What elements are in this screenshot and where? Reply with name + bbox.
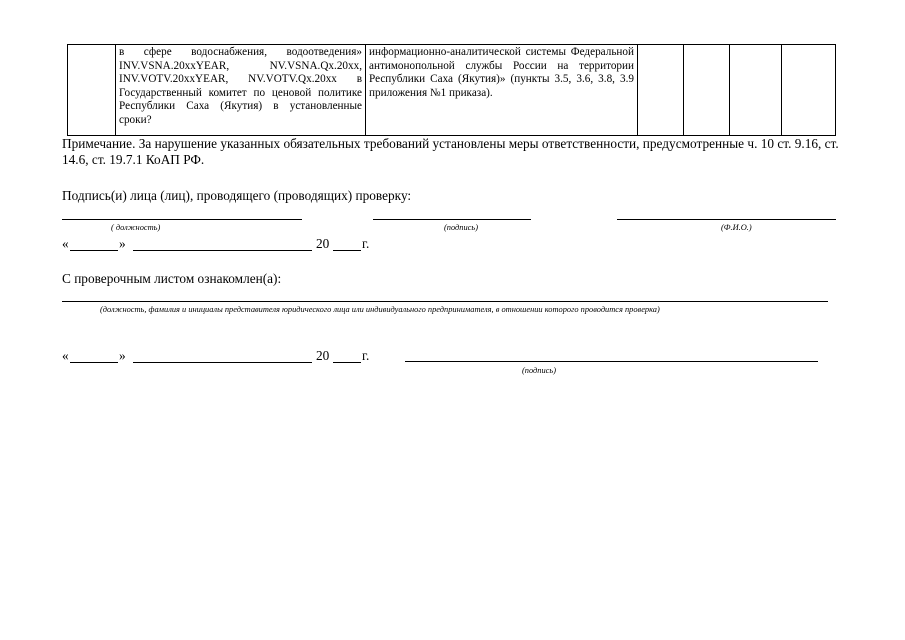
note-text: Примечание. За нарушение указанных обязательных требований установлены меры ответственности, предусмотренные ч. 10 ст. 9.16, ст. 14.6, ст. 19.7.1 КоАП РФ. xyxy=(62,136,839,167)
signature-heading: Подпись(и) лица (лиц), проводящего (проводящих) проверку: xyxy=(62,188,412,203)
date-year-suffix: г. xyxy=(362,236,370,251)
date-year-prefix: 20 xyxy=(316,236,330,251)
table-cell-na xyxy=(730,45,782,136)
caption-position: ( должность) xyxy=(111,223,161,232)
sign-line[interactable] xyxy=(373,219,531,220)
date-year-line[interactable] xyxy=(333,250,361,251)
acquaint-line[interactable] xyxy=(62,301,828,302)
acquaint-caption: (должность, фамилия и инициалы представителя юридического лица или индивидуального предпринимателя, в отношении которого проводится проверка) xyxy=(100,305,660,314)
date2-day-line[interactable] xyxy=(70,362,118,363)
acquaint-heading: С проверочным листом ознакомлен(а): xyxy=(62,271,282,286)
table-cell-comment xyxy=(782,45,836,136)
date-day-line[interactable] xyxy=(70,250,118,251)
acquaint-caption-sign: (подпись) xyxy=(522,366,556,375)
date2-year-suffix: г. xyxy=(362,348,370,363)
table-cell-question: в сфере водоснабжения, водоотведения» INV.VSNA.20xxYEAR, NV.VSNA.Qx.20xx, INV.VOTV.20xxYEAR, NV.VOTV.Qx.20xx в Государственный комитет по ценовой политике Республики Саха (Якутия) в установленные сроки? xyxy=(116,45,366,136)
date2-quote-open: « xyxy=(62,348,69,363)
acquaint-sign-line[interactable] xyxy=(405,361,818,362)
checklist-table xyxy=(67,44,836,136)
date-month-line[interactable] xyxy=(133,250,312,251)
date2-quote-close: » xyxy=(119,348,126,363)
date2-year-line[interactable] xyxy=(333,362,361,363)
table-cell-yes xyxy=(638,45,684,136)
date-quote-close: » xyxy=(119,236,126,251)
table-cell-requirement: информационно-аналитической системы Федеральной антимонопольной службы России на территории Республики Саха (Якутия)» (пункты 3.5, 3.6, 3.8, 3.9 приложения №1 приказа). xyxy=(366,45,638,136)
caption-fio: (Ф.И.О.) xyxy=(721,223,752,232)
fio-line[interactable] xyxy=(617,219,836,220)
table-cell-no xyxy=(684,45,730,136)
position-line[interactable] xyxy=(62,219,302,220)
date2-year-prefix: 20 xyxy=(316,348,330,363)
date-quote-open: « xyxy=(62,236,69,251)
table-cell-number xyxy=(68,45,116,136)
table-row xyxy=(68,45,836,136)
date2-month-line[interactable] xyxy=(133,362,312,363)
caption-sign: (подпись) xyxy=(444,223,478,232)
